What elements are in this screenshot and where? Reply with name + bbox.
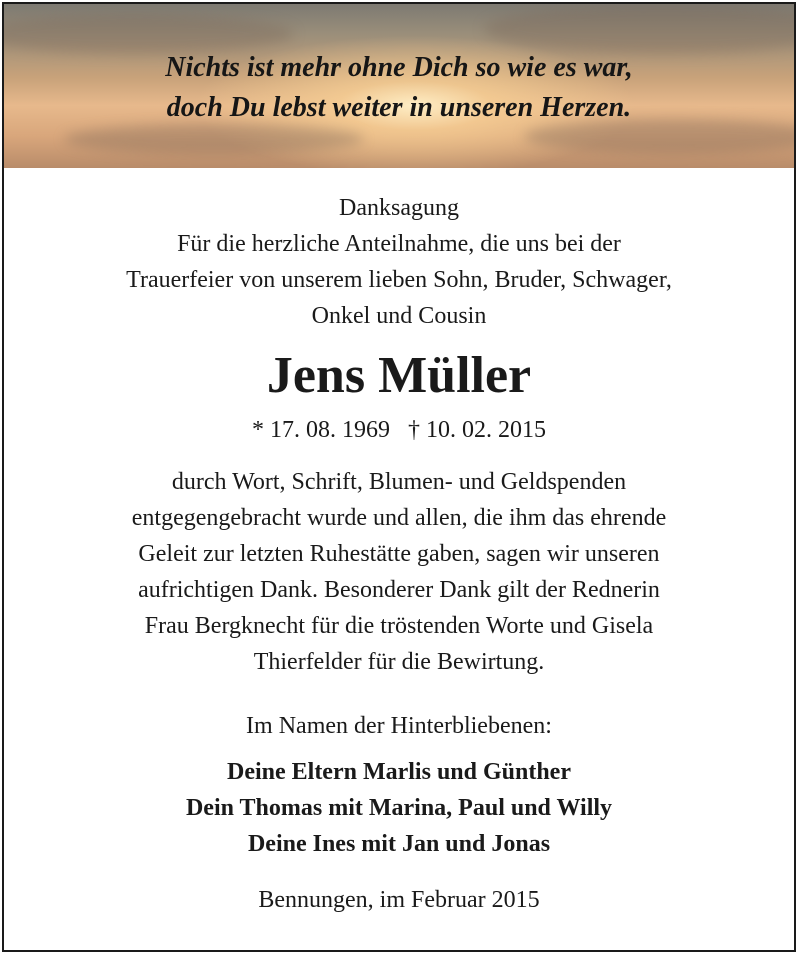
body-line: Geleit zur letzten Ruhestätte gaben, sagen wir unseren xyxy=(138,541,660,567)
sunset-banner xyxy=(4,4,794,168)
body-line: Frau Bergknecht für die tröstenden Worte und Gisela xyxy=(144,613,654,639)
intro-line: Für die herzliche Anteilnahme, die uns bei der xyxy=(177,231,621,257)
intro-line: Onkel und Cousin xyxy=(311,303,487,329)
cloud-shape xyxy=(64,124,364,154)
quote-line-2: doch Du lebst weiter in unseren Herzen. xyxy=(166,92,632,123)
life-dates: * 17. 08. 1969 † 10. 02. 2015 xyxy=(252,417,546,443)
intro-line: Trauerfeier von unserem lieben Sohn, Bruder, Schwager, xyxy=(126,267,672,293)
obituary-card xyxy=(2,2,796,952)
body-text xyxy=(4,464,794,680)
place-date: Bennungen, im Februar 2015 xyxy=(258,887,540,913)
survivor-line: Deine Eltern Marlis und Günther xyxy=(226,759,571,785)
banner-quote xyxy=(4,48,794,128)
obituary-content xyxy=(4,190,794,918)
body-line: durch Wort, Schrift, Blumen- und Geldspenden xyxy=(171,469,627,495)
body-line: aufrichtigen Dank. Besonderer Dank gilt der Rednerin xyxy=(138,577,660,603)
cloud-shape xyxy=(484,4,796,54)
survivor-line: Dein Thomas mit Marina, Paul und Willy xyxy=(185,795,613,821)
survivors-list xyxy=(4,754,794,862)
quote-line-1: Nichts ist mehr ohne Dich so wie es war, xyxy=(165,52,633,83)
survivors-intro: Im Namen der Hinterbliebenen: xyxy=(246,713,552,739)
survivor-line: Deine Ines mit Jan und Jonas xyxy=(247,831,551,857)
deceased-name: Jens Müller xyxy=(266,347,532,404)
body-line: Thierfelder für die Bewirtung. xyxy=(253,649,545,675)
body-line: entgegengebracht wurde und allen, die ihm das ehrende xyxy=(131,505,667,531)
heading: Danksagung xyxy=(339,195,459,221)
